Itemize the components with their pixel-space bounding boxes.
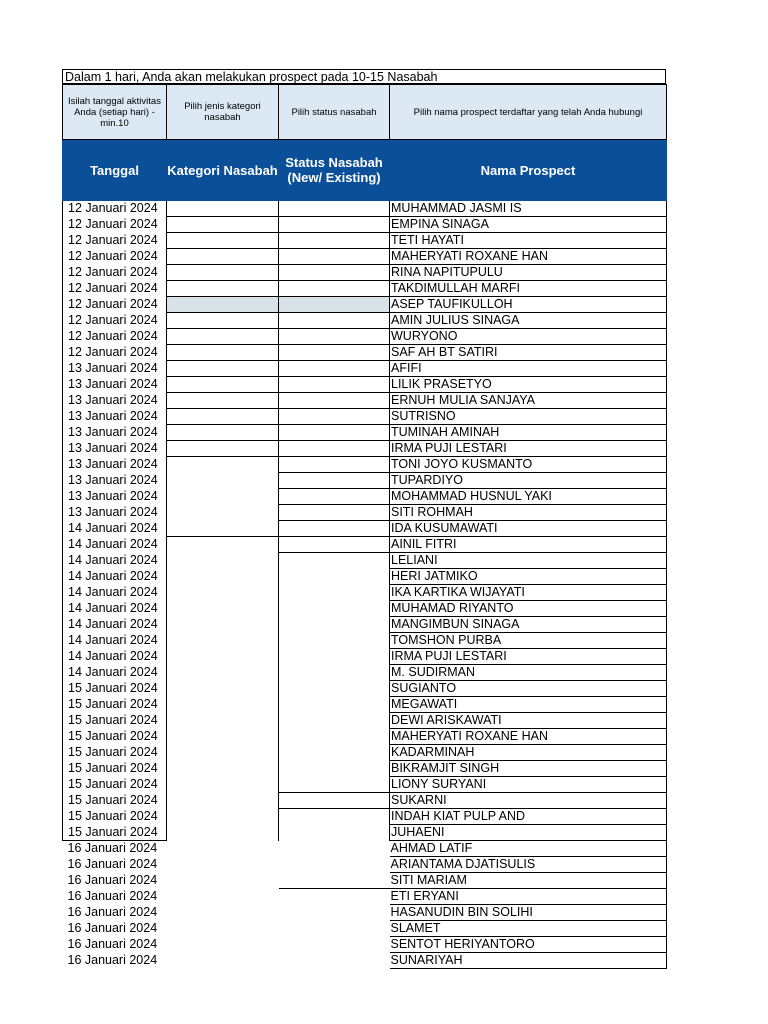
cell-kategori[interactable]: [167, 697, 279, 713]
cell-status[interactable]: [279, 777, 390, 793]
table-row: [63, 457, 667, 473]
cell-status[interactable]: [279, 489, 390, 505]
hint-nama: Pilih nama prospect terdaftar yang telah Anda hubungi: [390, 85, 667, 140]
cell-tanggal[interactable]: 14 Januari 2024: [63, 601, 167, 617]
cell-nama[interactable]: TAKDIMULLAH MARFI: [390, 281, 667, 297]
table-row: [63, 825, 667, 841]
cell-nama[interactable]: TONI JOYO KUSMANTO: [390, 457, 667, 473]
sheet-title: Dalam 1 hari, Anda akan melakukan prospect pada 10-15 Nasabah: [62, 69, 666, 84]
cell-status[interactable]: [279, 841, 390, 857]
cell-status[interactable]: [279, 217, 390, 233]
cell-kategori[interactable]: [167, 473, 279, 489]
cell-nama[interactable]: MEGAWATI: [390, 697, 667, 713]
table-row: [63, 745, 667, 761]
table-row: [63, 905, 667, 921]
cell-kategori[interactable]: [167, 521, 279, 537]
table-row: [63, 633, 667, 649]
cell-nama[interactable]: AINIL FITRI: [390, 537, 667, 553]
cell-status[interactable]: [279, 873, 390, 889]
cell-kategori[interactable]: [167, 393, 279, 409]
cell-kategori[interactable]: [167, 569, 279, 585]
cell-status[interactable]: [279, 473, 390, 489]
cell-tanggal[interactable]: 16 Januari 2024: [67, 841, 158, 856]
table-row: [63, 473, 667, 489]
cell-nama[interactable]: INDAH KIAT PULP AND: [390, 809, 667, 825]
table-row: [63, 617, 667, 633]
cell-tanggal[interactable]: 14 Januari 2024: [63, 633, 167, 649]
cell-nama[interactable]: SUNARIYAH: [390, 953, 667, 969]
table-row: [63, 873, 667, 889]
cell-kategori[interactable]: [167, 649, 279, 665]
cell-tanggal[interactable]: 16 Januari 2024: [67, 905, 158, 919]
cell-nama[interactable]: MAHERYATI ROXANE HAN: [390, 729, 667, 745]
cell-tanggal[interactable]: 15 Januari 2024: [63, 745, 167, 761]
cell-tanggal[interactable]: 14 Januari 2024: [63, 617, 167, 633]
cell-tanggal[interactable]: 15 Januari 2024: [63, 713, 167, 729]
header-row: [63, 140, 667, 201]
table-row: [63, 217, 667, 233]
table-row: [63, 953, 667, 969]
table-row: [63, 889, 667, 905]
table-row: [63, 297, 667, 313]
cell-status[interactable]: [279, 889, 390, 905]
cell-kategori[interactable]: [167, 921, 279, 937]
cell-kategori[interactable]: [167, 777, 279, 793]
cell-status[interactable]: [279, 809, 390, 825]
cell-tanggal[interactable]: 14 Januari 2024: [63, 649, 167, 665]
table-row: [63, 841, 667, 857]
table-row: [63, 249, 667, 265]
table-row: [63, 265, 667, 281]
table-row: [63, 585, 667, 601]
cell-tanggal[interactable]: 13 Januari 2024: [63, 489, 167, 505]
cell-kategori[interactable]: [167, 905, 279, 921]
cell-tanggal[interactable]: 13 Januari 2024: [63, 393, 167, 409]
cell-nama[interactable]: SENTOT HERIYANTORO: [390, 937, 667, 953]
cell-tanggal[interactable]: 12 Januari 2024: [63, 313, 167, 329]
cell-status[interactable]: [279, 857, 390, 873]
cell-status[interactable]: [279, 265, 390, 281]
cell-kategori[interactable]: [167, 825, 279, 841]
cell-kategori[interactable]: [167, 345, 279, 361]
cell-tanggal[interactable]: 12 Januari 2024: [63, 297, 167, 313]
cell-kategori[interactable]: [167, 233, 279, 249]
cell-status[interactable]: [279, 553, 390, 569]
cell-status[interactable]: [279, 585, 390, 601]
cell-status[interactable]: [279, 537, 390, 553]
cell-status[interactable]: [279, 425, 390, 441]
cell-status[interactable]: [279, 345, 390, 361]
cell-kategori[interactable]: [167, 873, 279, 889]
cell-kategori[interactable]: [167, 361, 279, 377]
cell-nama[interactable]: BIKRAMJIT SINGH: [390, 761, 667, 777]
cell-kategori[interactable]: [167, 489, 279, 505]
cell-nama[interactable]: ARIANTAMA DJATISULIS: [390, 857, 667, 873]
cell-tanggal[interactable]: 16 Januari 2024: [67, 857, 158, 871]
cell-tanggal[interactable]: 13 Januari 2024: [63, 473, 167, 489]
cell-status[interactable]: [279, 361, 390, 377]
table-row: [63, 761, 667, 777]
cell-kategori[interactable]: [167, 841, 279, 857]
cell-tanggal[interactable]: 15 Januari 2024: [63, 697, 167, 713]
table-row: [63, 505, 667, 521]
table-row: [63, 697, 667, 713]
cell-tanggal[interactable]: 16 Januari 2024: [67, 937, 158, 951]
cell-kategori[interactable]: [167, 201, 279, 217]
cell-tanggal[interactable]: 13 Januari 2024: [63, 361, 167, 377]
cell-nama[interactable]: WURYONO: [390, 329, 667, 345]
cell-nama[interactable]: HERI JATMIKO: [390, 569, 667, 585]
cell-status[interactable]: [279, 761, 390, 777]
spreadsheet: [62, 69, 666, 969]
cell-status[interactable]: [279, 313, 390, 329]
hint-kategori: Pilih jenis kategori nasabah: [167, 85, 279, 140]
cell-nama[interactable]: SITI ROHMAH: [390, 505, 667, 521]
cell-status[interactable]: [279, 665, 390, 681]
cell-nama[interactable]: SITI MARIAM: [390, 873, 667, 889]
cell-nama[interactable]: IRMA PUJI LESTARI: [390, 441, 667, 457]
cell-nama[interactable]: HASANUDIN BIN SOLIHI: [390, 905, 667, 921]
cell-kategori[interactable]: [167, 937, 279, 953]
cell-status[interactable]: [279, 521, 390, 537]
cell-nama[interactable]: IKA KARTIKA WIJAYATI: [390, 585, 667, 601]
table-row: [63, 553, 667, 569]
cell-kategori[interactable]: [167, 617, 279, 633]
cell-kategori[interactable]: [167, 713, 279, 729]
cell-status[interactable]: [279, 249, 390, 265]
cell-status[interactable]: [279, 713, 390, 729]
header-nama: Nama Prospect: [390, 140, 667, 201]
cell-tanggal[interactable]: 14 Januari 2024: [63, 537, 167, 553]
cell-status[interactable]: [279, 329, 390, 345]
table-row: [63, 601, 667, 617]
cell-tanggal[interactable]: 14 Januari 2024: [63, 665, 167, 681]
table-row: [63, 489, 667, 505]
cell-kategori[interactable]: [167, 585, 279, 601]
cell-tanggal[interactable]: 15 Januari 2024: [63, 825, 167, 841]
cell-kategori[interactable]: [167, 281, 279, 297]
cell-kategori[interactable]: [167, 377, 279, 393]
cell-nama[interactable]: MAHERYATI ROXANE HAN: [390, 249, 667, 265]
cell-nama[interactable]: ETI ERYANI: [390, 889, 667, 905]
cell-status[interactable]: [279, 601, 390, 617]
table-row: [63, 537, 667, 553]
table-row: [63, 313, 667, 329]
cell-nama[interactable]: M. SUDIRMAN: [390, 665, 667, 681]
cell-kategori[interactable]: [167, 249, 279, 265]
cell-status[interactable]: [279, 393, 390, 409]
cell-nama[interactable]: ERNUH MULIA SANJAYA: [390, 393, 667, 409]
cell-kategori[interactable]: [167, 729, 279, 745]
cell-tanggal[interactable]: 15 Januari 2024: [63, 793, 167, 809]
cell-tanggal[interactable]: 12 Januari 2024: [63, 201, 167, 217]
cell-status[interactable]: [279, 441, 390, 457]
cell-tanggal[interactable]: 16 Januari 2024: [67, 873, 158, 887]
header-status: Status Nasabah (New/ Existing): [279, 140, 390, 201]
cell-kategori[interactable]: [167, 409, 279, 425]
cell-nama[interactable]: AHMAD LATIF: [390, 841, 667, 857]
cell-tanggal[interactable]: 15 Januari 2024: [63, 729, 167, 745]
cell-tanggal[interactable]: 12 Januari 2024: [63, 281, 167, 297]
cell-tanggal[interactable]: 15 Januari 2024: [63, 761, 167, 777]
cell-status[interactable]: [279, 569, 390, 585]
cell-nama[interactable]: RINA NAPITUPULU: [390, 265, 667, 281]
cell-status[interactable]: [279, 681, 390, 697]
cell-tanggal[interactable]: 14 Januari 2024: [63, 553, 167, 569]
cell-nama[interactable]: TUPARDIYO: [390, 473, 667, 489]
cell-nama[interactable]: SAF AH BT SATIRI: [390, 345, 667, 361]
cell-status[interactable]: [279, 697, 390, 713]
cell-kategori[interactable]: [167, 329, 279, 345]
cell-tanggal[interactable]: 15 Januari 2024: [63, 809, 167, 825]
cell-tanggal[interactable]: 16 Januari 2024: [67, 953, 158, 967]
cell-status[interactable]: [279, 825, 390, 841]
cell-status[interactable]: [279, 921, 390, 937]
cell-kategori[interactable]: [167, 457, 279, 473]
cell-status[interactable]: [279, 281, 390, 297]
cell-nama[interactable]: TUMINAH AMINAH: [390, 425, 667, 441]
table-row: [63, 409, 667, 425]
cell-status[interactable]: [279, 793, 390, 809]
table-row: [63, 521, 667, 537]
cell-tanggal[interactable]: 13 Januari 2024: [63, 377, 167, 393]
header-kategori: Kategori Nasabah: [167, 140, 279, 201]
cell-kategori[interactable]: [167, 633, 279, 649]
cell-nama[interactable]: JUHAENI: [390, 825, 667, 841]
cell-nama[interactable]: SUGIANTO: [390, 681, 667, 697]
cell-tanggal[interactable]: 12 Januari 2024: [63, 265, 167, 281]
table-row: [63, 713, 667, 729]
cell-nama[interactable]: SUTRISNO: [390, 409, 667, 425]
cell-nama[interactable]: AMIN JULIUS SINAGA: [390, 313, 667, 329]
cell-kategori[interactable]: [167, 761, 279, 777]
cell-kategori[interactable]: [167, 553, 279, 569]
cell-kategori[interactable]: [167, 217, 279, 233]
cell-kategori[interactable]: [167, 953, 279, 969]
cell-status[interactable]: [279, 297, 390, 313]
prospect-table: [62, 84, 667, 969]
cell-status[interactable]: [279, 905, 390, 921]
table-row: [63, 329, 667, 345]
cell-nama[interactable]: SLAMET: [390, 921, 667, 937]
cell-kategori[interactable]: [167, 441, 279, 457]
cell-nama[interactable]: IRMA PUJI LESTARI: [390, 649, 667, 665]
cell-kategori[interactable]: [167, 505, 279, 521]
table-row: [63, 937, 667, 953]
cell-tanggal[interactable]: 14 Januari 2024: [63, 521, 167, 537]
table-row: [63, 793, 667, 809]
cell-nama[interactable]: DEWI ARISKAWATI: [390, 713, 667, 729]
cell-nama[interactable]: LELIANI: [390, 553, 667, 569]
cell-kategori[interactable]: [167, 425, 279, 441]
cell-nama[interactable]: MUHAMMAD JASMI IS: [390, 201, 667, 217]
cell-tanggal[interactable]: 14 Januari 2024: [63, 585, 167, 601]
cell-tanggal[interactable]: 15 Januari 2024: [63, 777, 167, 793]
table-row: [63, 777, 667, 793]
table-row: [63, 345, 667, 361]
cell-status[interactable]: [279, 505, 390, 521]
cell-kategori[interactable]: [167, 265, 279, 281]
cell-tanggal[interactable]: 14 Januari 2024: [63, 569, 167, 585]
cell-status[interactable]: [279, 953, 390, 969]
table-row: [63, 441, 667, 457]
cell-status[interactable]: [279, 745, 390, 761]
cell-kategori[interactable]: [167, 601, 279, 617]
cell-kategori[interactable]: [167, 313, 279, 329]
hint-tanggal: Isilah tanggal aktivitas Anda (setiap hari) - min.10: [63, 85, 167, 140]
cell-kategori[interactable]: [167, 793, 279, 809]
table-row: [63, 857, 667, 873]
cell-nama[interactable]: KADARMINAH: [390, 745, 667, 761]
table-row: [63, 729, 667, 745]
cell-nama[interactable]: MOHAMMAD HUSNUL YAKI: [390, 489, 667, 505]
cell-status[interactable]: [279, 409, 390, 425]
table-row: [63, 377, 667, 393]
cell-status[interactable]: [279, 633, 390, 649]
cell-tanggal[interactable]: 13 Januari 2024: [63, 409, 167, 425]
cell-status[interactable]: [279, 649, 390, 665]
cell-nama[interactable]: LILIK PRASETYO: [390, 377, 667, 393]
cell-status[interactable]: [279, 377, 390, 393]
cell-nama[interactable]: EMPINA SINAGA: [390, 217, 667, 233]
table-row: [63, 425, 667, 441]
table-row: [63, 921, 667, 937]
cell-tanggal[interactable]: 15 Januari 2024: [63, 681, 167, 697]
cell-tanggal[interactable]: 16 Januari 2024: [67, 889, 158, 903]
cell-kategori[interactable]: [167, 665, 279, 681]
table-row: [63, 649, 667, 665]
cell-tanggal[interactable]: 12 Januari 2024: [63, 345, 167, 361]
cell-tanggal[interactable]: 13 Januari 2024: [63, 441, 167, 457]
cell-status[interactable]: [279, 233, 390, 249]
cell-kategori[interactable]: [167, 889, 279, 905]
hint-status: Pilih status nasabah: [279, 85, 390, 140]
header-tanggal: Tanggal: [63, 140, 167, 201]
cell-status[interactable]: [279, 729, 390, 745]
cell-tanggal[interactable]: 13 Januari 2024: [63, 457, 167, 473]
cell-kategori[interactable]: [167, 681, 279, 697]
cell-tanggal[interactable]: 12 Januari 2024: [63, 329, 167, 345]
cell-tanggal[interactable]: 13 Januari 2024: [63, 425, 167, 441]
cell-status[interactable]: [279, 937, 390, 953]
cell-kategori[interactable]: [167, 297, 279, 313]
table-row: [63, 361, 667, 377]
hint-row: [63, 85, 667, 140]
table-row: [63, 665, 667, 681]
cell-nama[interactable]: TETI HAYATI: [390, 233, 667, 249]
cell-kategori[interactable]: [167, 745, 279, 761]
table-row: [63, 233, 667, 249]
cell-status[interactable]: [279, 457, 390, 473]
cell-nama[interactable]: TOMSHON PURBA: [390, 633, 667, 649]
table-row: [63, 681, 667, 697]
cell-tanggal[interactable]: 12 Januari 2024: [63, 233, 167, 249]
table-row: [63, 809, 667, 825]
cell-status[interactable]: [279, 201, 390, 217]
cell-nama[interactable]: AFIFI: [390, 361, 667, 377]
cell-nama[interactable]: ASEP TAUFIKULLOH: [390, 297, 667, 313]
cell-kategori[interactable]: [167, 857, 279, 873]
cell-nama[interactable]: IDA KUSUMAWATI: [390, 521, 667, 537]
table-row: [63, 569, 667, 585]
cell-tanggal[interactable]: 12 Januari 2024: [63, 217, 167, 233]
table-row: [63, 393, 667, 409]
table-row: [63, 281, 667, 297]
cell-tanggal[interactable]: 13 Januari 2024: [63, 505, 167, 521]
cell-nama[interactable]: MANGIMBUN SINAGA: [390, 617, 667, 633]
cell-nama[interactable]: LIONY SURYANI: [390, 777, 667, 793]
cell-kategori[interactable]: [167, 537, 279, 553]
cell-tanggal[interactable]: 12 Januari 2024: [63, 249, 167, 265]
cell-status[interactable]: [279, 617, 390, 633]
table-body: [63, 201, 667, 969]
cell-kategori[interactable]: [167, 809, 279, 825]
cell-nama[interactable]: MUHAMAD RIYANTO: [390, 601, 667, 617]
cell-nama[interactable]: SUKARNI: [390, 793, 667, 809]
table-row: [63, 201, 667, 217]
cell-tanggal[interactable]: 16 Januari 2024: [67, 921, 158, 935]
